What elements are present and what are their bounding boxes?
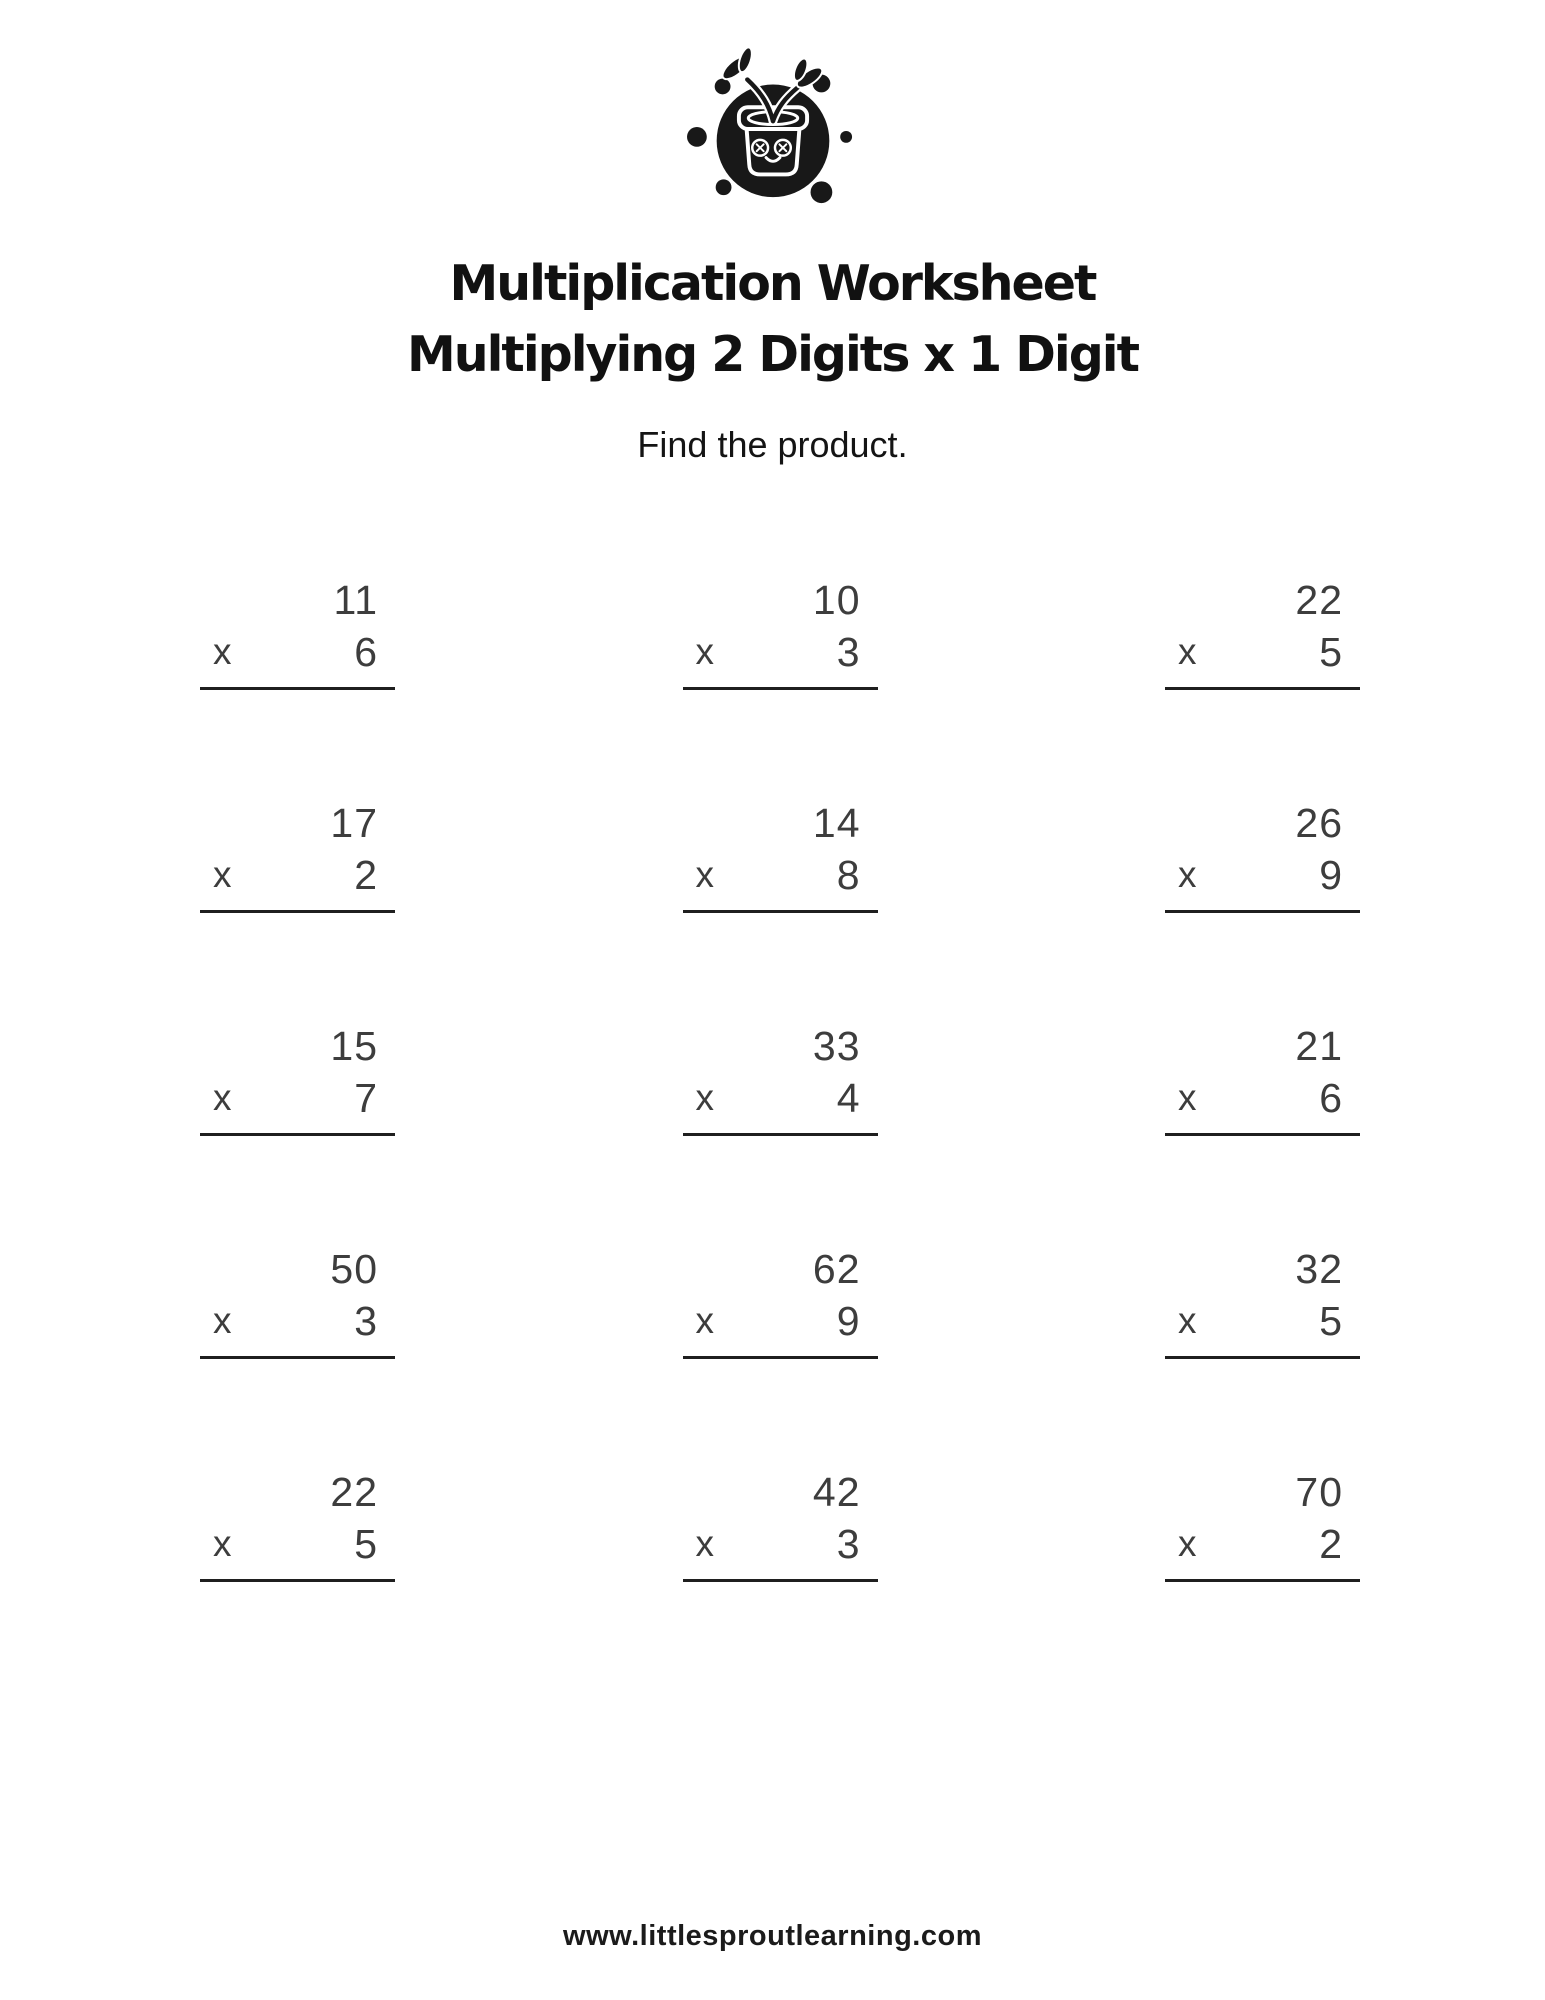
problem-14 bbox=[683, 1469, 878, 1582]
multiply-operator: x bbox=[695, 1077, 714, 1118]
multiplicand: 50 bbox=[330, 1246, 378, 1292]
multiplier: 9 bbox=[836, 1298, 861, 1344]
multiplier: 8 bbox=[836, 852, 861, 898]
multiplicand: 70 bbox=[1295, 1469, 1343, 1515]
problem-2 bbox=[683, 577, 878, 690]
multiplier: 5 bbox=[1319, 1298, 1343, 1344]
problem-1 bbox=[200, 577, 395, 690]
multiplicand: 14 bbox=[812, 800, 861, 846]
footer-website-url: www.littlesproutlearning.com bbox=[563, 1920, 982, 1952]
problem-8 bbox=[683, 1023, 878, 1136]
multiplicand: 21 bbox=[1295, 1023, 1343, 1069]
multiply-operator: x bbox=[213, 1077, 232, 1118]
multiply-operator: x bbox=[1178, 1300, 1197, 1341]
multiply-operator: x bbox=[213, 631, 232, 672]
problem-10 bbox=[200, 1246, 395, 1359]
instructions-text: Find the product. bbox=[637, 424, 908, 465]
multiply-operator: x bbox=[1178, 1523, 1197, 1564]
multiplier: 5 bbox=[1319, 629, 1343, 675]
multiplier: 4 bbox=[836, 1075, 861, 1121]
multiply-operator: x bbox=[695, 1523, 714, 1564]
multiply-operator: x bbox=[695, 1300, 714, 1341]
multiplier: 6 bbox=[1319, 1075, 1343, 1121]
sprout-pot-logo-icon bbox=[682, 42, 864, 210]
problem-4 bbox=[200, 800, 395, 913]
multiply-operator: x bbox=[1178, 1077, 1197, 1118]
multiplicand: 33 bbox=[812, 1023, 861, 1069]
title-line-1: Multiplication Worksheet bbox=[449, 255, 1096, 312]
multiplicand: 22 bbox=[330, 1469, 378, 1515]
worksheet-title bbox=[0, 248, 1545, 390]
multiplicand: 26 bbox=[1295, 800, 1343, 846]
multiplicand: 17 bbox=[330, 800, 378, 846]
problem-5 bbox=[683, 800, 878, 913]
problems-grid bbox=[200, 577, 1360, 1582]
multiplier: 6 bbox=[354, 629, 378, 675]
multiplicand: 15 bbox=[330, 1023, 378, 1069]
multiplicand: 62 bbox=[812, 1246, 861, 1292]
multiplicand: 11 bbox=[333, 577, 378, 623]
problem-7 bbox=[200, 1023, 395, 1136]
multiplier: 9 bbox=[1319, 852, 1343, 898]
multiply-operator: x bbox=[695, 854, 714, 895]
multiplicand: 42 bbox=[812, 1469, 861, 1515]
multiplicand: 32 bbox=[1295, 1246, 1343, 1292]
multiplier: 2 bbox=[1319, 1521, 1343, 1567]
multiply-operator: x bbox=[213, 854, 232, 895]
problem-13 bbox=[200, 1469, 395, 1582]
multiply-operator: x bbox=[695, 631, 714, 672]
problem-11 bbox=[683, 1246, 878, 1359]
problem-3 bbox=[1165, 577, 1360, 690]
problem-6 bbox=[1165, 800, 1360, 913]
multiply-operator: x bbox=[1178, 631, 1197, 672]
problem-9 bbox=[1165, 1023, 1360, 1136]
multiply-operator: x bbox=[213, 1523, 232, 1564]
multiplier: 5 bbox=[354, 1521, 378, 1567]
title-line-2: Multiplying 2 Digits x 1 Digit bbox=[406, 326, 1138, 383]
multiplier: 3 bbox=[836, 1521, 861, 1567]
multiplier: 7 bbox=[354, 1075, 378, 1121]
problem-12 bbox=[1165, 1246, 1360, 1359]
multiplier: 2 bbox=[354, 852, 378, 898]
multiply-operator: x bbox=[213, 1300, 232, 1341]
multiplier: 3 bbox=[836, 629, 861, 675]
multiplicand: 10 bbox=[812, 577, 861, 623]
multiplicand: 22 bbox=[1295, 577, 1343, 623]
multiply-operator: x bbox=[1178, 854, 1197, 895]
problem-15 bbox=[1165, 1469, 1360, 1582]
multiplier: 3 bbox=[354, 1298, 378, 1344]
